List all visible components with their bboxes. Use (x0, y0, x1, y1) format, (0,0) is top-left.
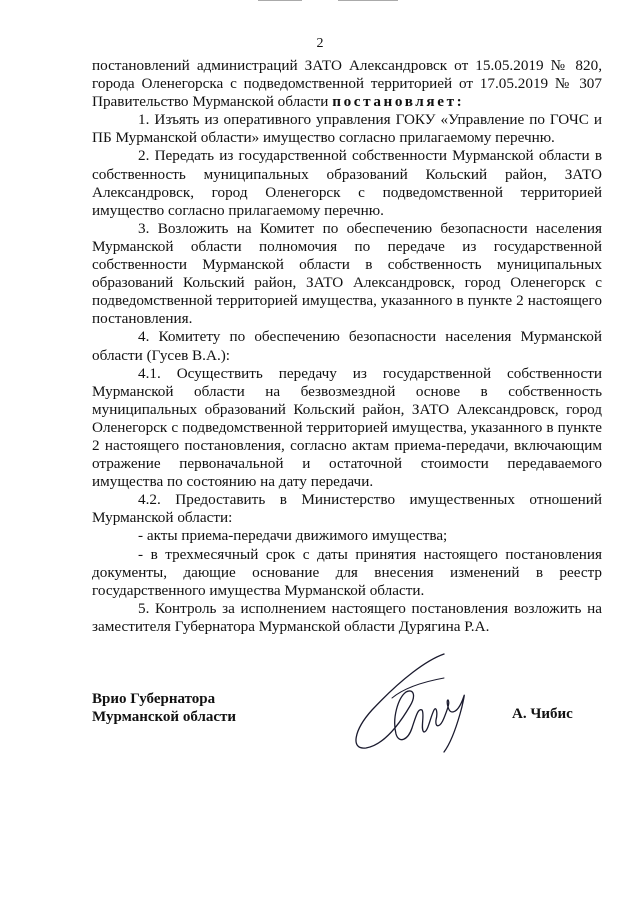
paragraph-4-1: 4.1. Осуществить передачу из государственной собственности Мурманской области на безвозмездной основе в собственность муниципальных образований Кольский район, ЗАТО Александровск, город Оленегорск с подведомственной территорией имущества, указанного в пункте 2 настоящего постановления, согласно актам приема-передачи, включающим отражение первоначальной и остаточной стоимости передаваемого имущества по состоянию на дату передачи. (92, 364, 602, 491)
signatory-position (92, 690, 236, 726)
paragraph-2: 2. Передать из государственной собственности Мурманской области в собственность муниципальных образований Кольский район, ЗАТО Александровск, город Оленегорск с подведомственной территорией имущество согласно прилагаемому перечню. (92, 147, 602, 219)
signatory-name: А. Чибис (512, 706, 573, 722)
paragraph-bullet-2: - в трехмесячный срок с даты принятия настоящего постановления документы, дающие основание для внесения изменений в реестр государственного имущества Мурманской области. (92, 545, 602, 599)
header-rule-left (258, 0, 302, 1)
preamble-text: постановлений администраций ЗАТО Александровск от 15.05.2019 № 820, города Оленегорска с подведомственной территорией от 17.05.2019 № 307 Правительство Мурманской области (92, 57, 602, 111)
paragraph-preamble (92, 57, 602, 111)
paragraph-5: 5. Контроль за исполнением настоящего постановления возложить на заместителя Губернатора Мурманской области Дурягина Р.А. (92, 599, 602, 635)
page-number: 2 (316, 36, 324, 51)
paragraph-3: 3. Возложить на Комитет по обеспечению безопасности населения Мурманской области полномочия по передаче из государственной собственности Мурманской области в собственность муниципальных образований Кольский район, ЗАТО Александровск, город Оленегорск с подведомственной территорией имущества, указанного в пункте 2 настоящего постановления. (92, 219, 602, 328)
paragraph-4: 4. Комитету по обеспечению безопасности населения Мурманской области (Гусев В.А.): (92, 328, 602, 364)
paragraph-bullet-1: - акты приема-передачи движимого имущества; (138, 527, 448, 545)
handwritten-signature (332, 648, 502, 758)
document-body (92, 57, 602, 636)
resolves-word: постановляет: (332, 93, 465, 111)
position-line-1: Врио Губернатора (92, 691, 216, 707)
header-rule-right (338, 0, 398, 1)
paragraph-4-2: 4.2. Предоставить в Министерство имущественных отношений Мурманской области: (92, 491, 602, 527)
position-line-2: Мурманской области (92, 709, 237, 725)
paragraph-1: 1. Изъять из оперативного управления ГОКУ «Управление по ГОЧС и ПБ Мурманской области» имущество согласно прилагаемому перечню. (92, 111, 602, 147)
